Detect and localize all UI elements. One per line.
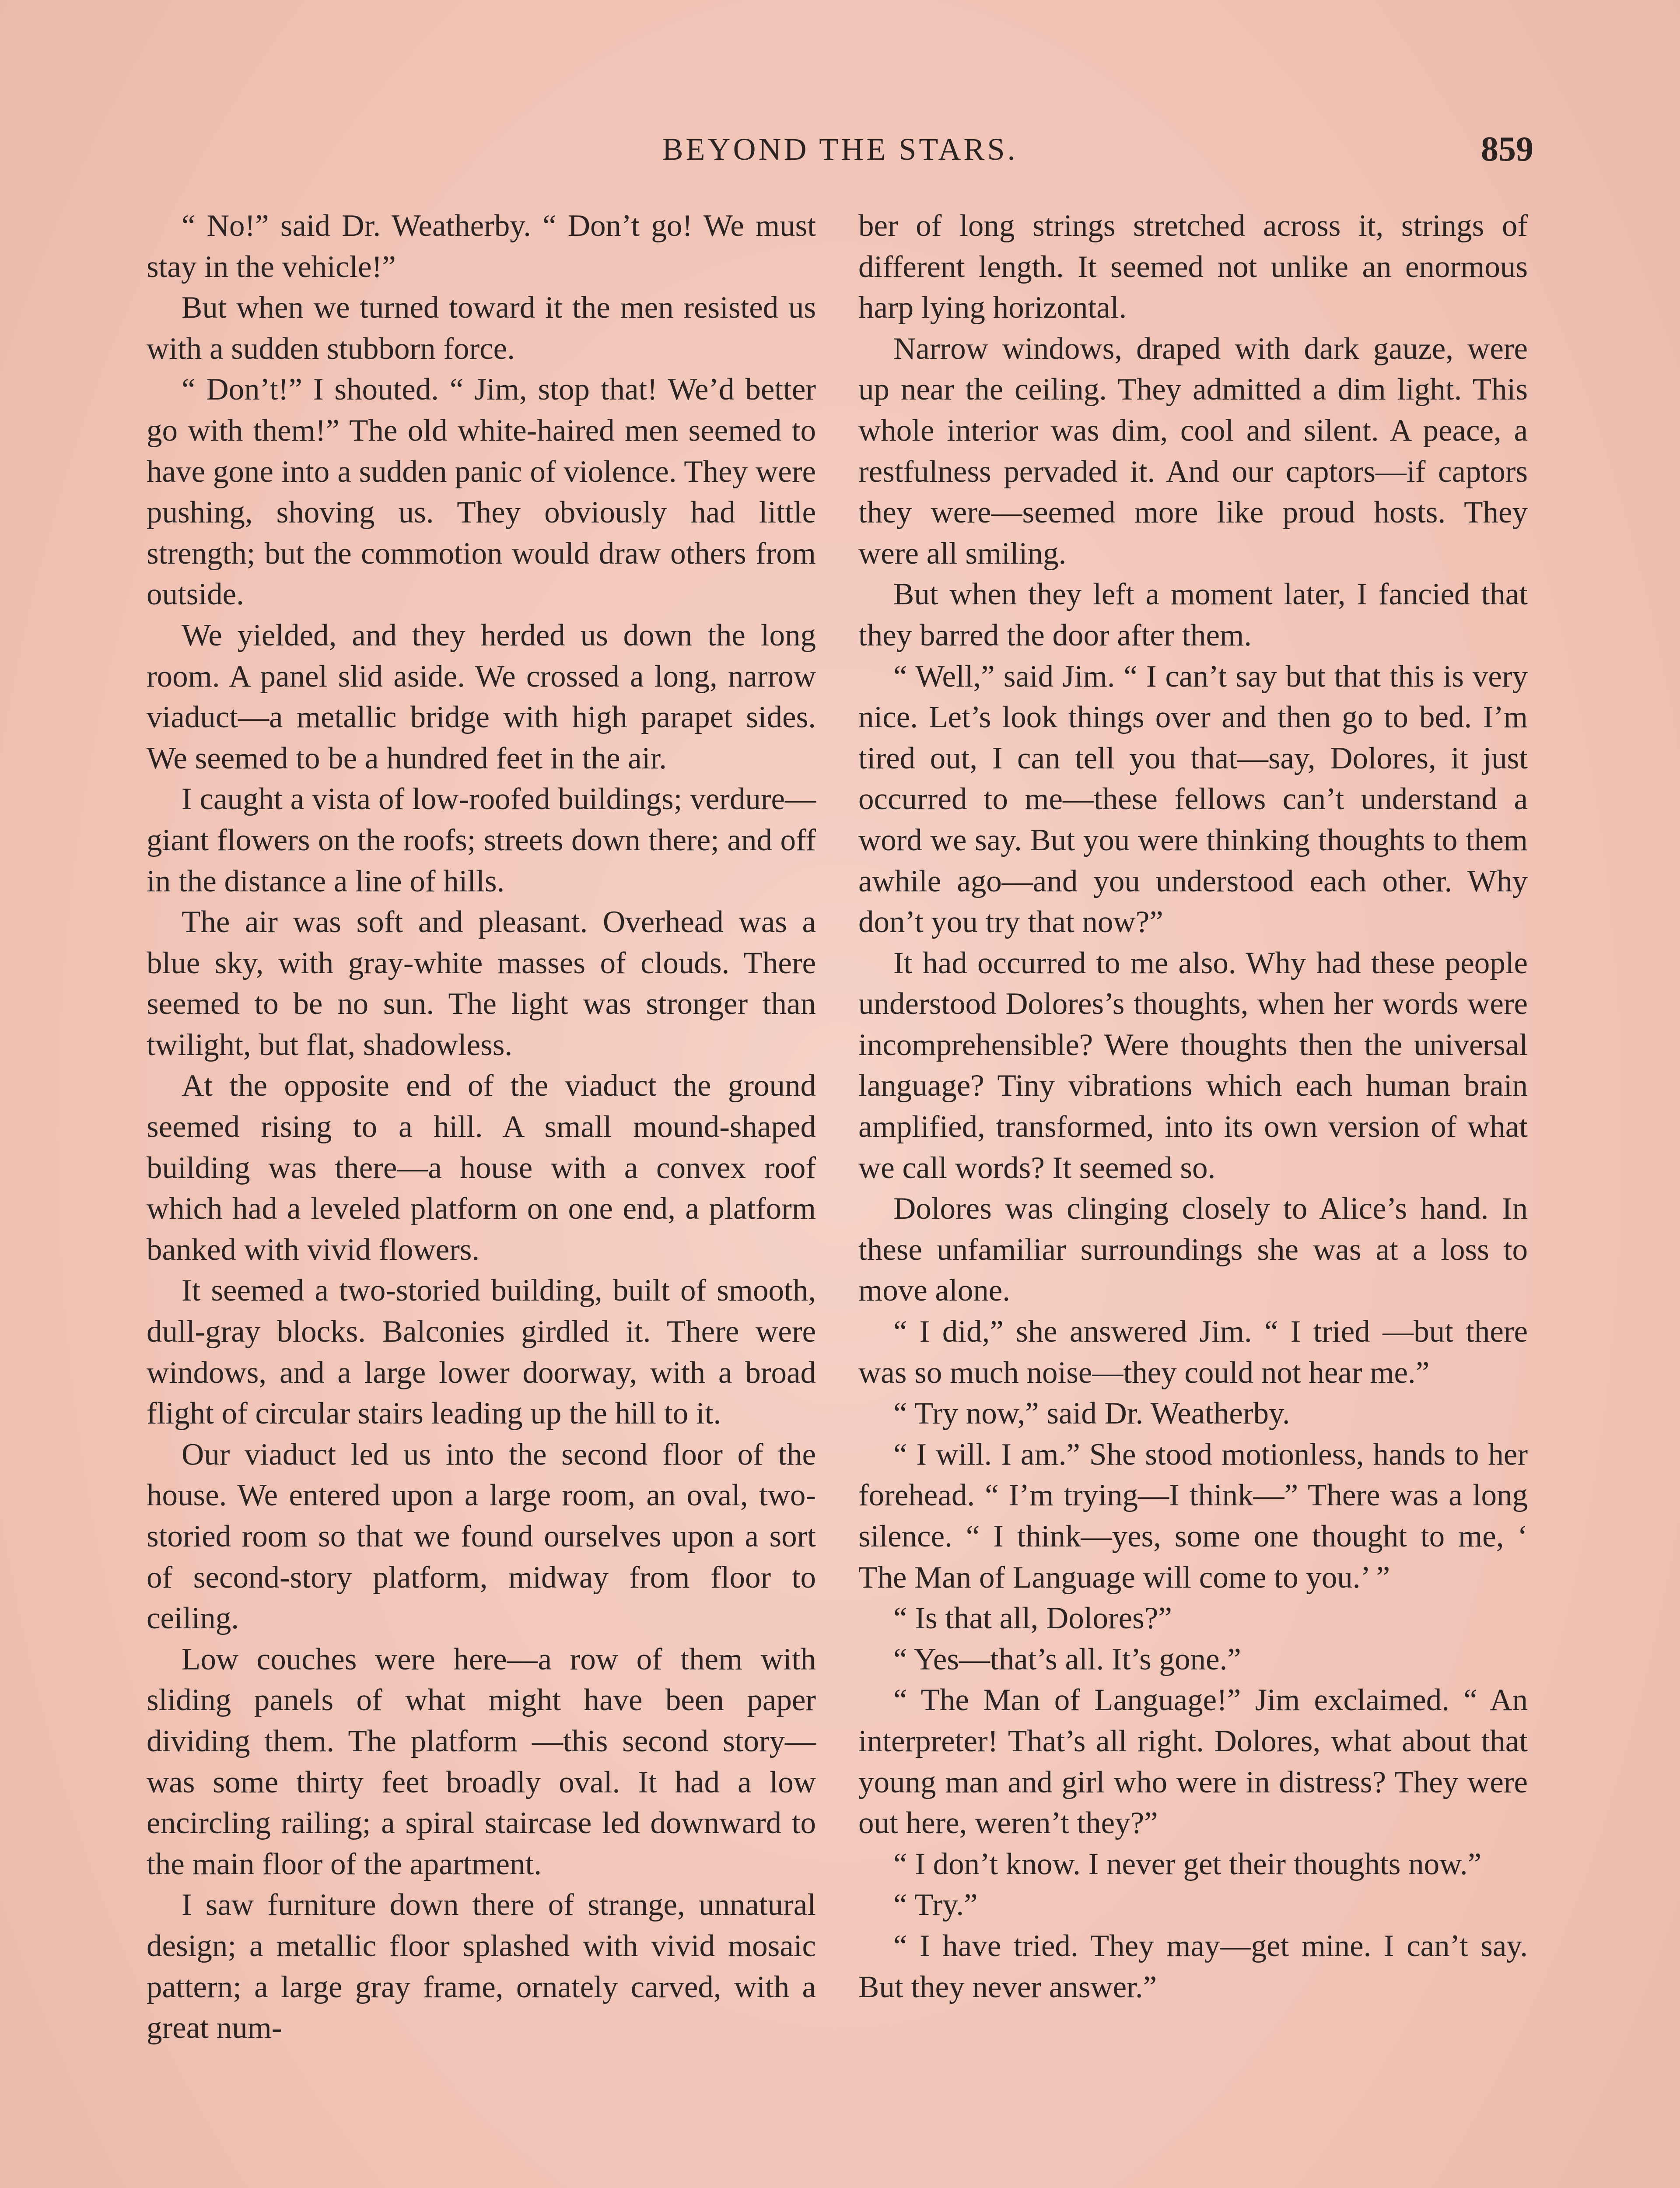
paragraph: “ Try.” <box>893 1888 978 1922</box>
paragraph: ber of long strings stretched across it, strings of different length. It seemed not unlike an enormous harp lying horizontal. <box>858 209 1528 325</box>
paragraph: “ I have tried. They may—get mine. I can’t say. But they never answer.” <box>858 1929 1528 2004</box>
paragraph: Low couches were here—a row of them with sliding panels of what might have been paper dividing them. The platform —this second story—was some thirty feet broadly oval. It had a low encircling railing; a spiral staircase led downward to the main floor of the apartment. <box>147 1642 816 1881</box>
paragraph: Our viaduct led us into the second floor of the house. We entered upon a large room, an oval, two-storied room so that we found ourselves upon a sort of second-story platform, midway from floor to ceiling. <box>147 1437 816 1636</box>
paragraph: At the opposite end of the viaduct the ground seemed rising to a hill. A small mound-shaped building was there—a house with a convex roof which had a leveled platform on one end, a platform banked with vivid flowers. <box>147 1069 816 1267</box>
paragraph: Narrow windows, draped with dark gauze, were up near the ceiling. They admitted a dim light. This whole interior was dim, cool and silent. A peace, a restfulness pervaded it. And our captors—if captors they were—seemed more like proud hosts. They were all smiling. <box>858 331 1528 571</box>
paragraph: “ I did,” she answered Jim. “ I tried —but there was so much noise—they could not hear me.” <box>858 1315 1528 1390</box>
running-title: BEYOND THE STARS. <box>662 132 1018 167</box>
paragraph: “ I will. I am.” She stood motionless, hands to her forehead. “ I’m trying—I think—” There was a long silence. “ I think—yes, some one thought to me, ‘ The Man of Language will come to you.’ ” <box>858 1437 1528 1595</box>
paragraph: “ I don’t know. I never get their thoughts now.” <box>893 1847 1482 1881</box>
page-header <box>147 131 1533 179</box>
paragraph: But when they left a moment later, I fancied that they barred the door after them. <box>858 577 1528 652</box>
paragraph: “ The Man of Language!” Jim exclaimed. “ An interpreter! That’s all right. Dolores, what about that young man and girl who were in distress? They were out here, weren’t they?” <box>858 1683 1528 1841</box>
paragraph: “ Yes—that’s all. It’s gone.” <box>893 1642 1241 1676</box>
paragraph: “ No!” said Dr. Weatherby. “ Don’t go! We must stay in the vehicle!” <box>147 209 816 284</box>
right-text-column <box>858 206 1528 2008</box>
paragraph: We yielded, and they herded us down the long room. A panel slid aside. We crossed a long, narrow viaduct—a metallic bridge with high parapet sides. We seemed to be a hundred feet in the air. <box>147 618 816 775</box>
paragraph: It seemed a two-storied building, built of smooth, dull-gray blocks. Balconies girdled it. There were windows, and a large lower doorway, with a broad flight of circular stairs leading up the hill to it. <box>147 1273 816 1431</box>
paragraph: “ Try now,” said Dr. Weatherby. <box>893 1396 1290 1431</box>
paragraph: I saw furniture down there of strange, unnatural design; a metallic floor splashed with vivid mosaic pattern; a large gray frame, ornately carved, with a great num- <box>147 1888 816 2045</box>
paragraph: “ Is that all, Dolores?” <box>893 1601 1172 1636</box>
paragraph: The air was soft and pleasant. Overhead was a blue sky, with gray-white masses of clouds. There seemed to be no sun. The light was stronger than twilight, but flat, shadowless. <box>147 905 816 1062</box>
page-number: 859 <box>1481 130 1533 168</box>
paragraph: I caught a vista of low-roofed buildings; verdure—giant flowers on the roofs; streets down there; and off in the distance a line of hills. <box>147 782 816 898</box>
left-text-column <box>147 206 816 2049</box>
paragraph: “ Don’t!” I shouted. “ Jim, stop that! We’d better go with them!” The old white-haired men seemed to have gone into a sudden panic of violence. They were pushing, shoving us. They obviously had little strength; but the commotion would draw others from outside. <box>147 372 816 612</box>
paragraph: “ Well,” said Jim. “ I can’t say but that this is very nice. Let’s look things over and then go to bed. I’m tired out, I can tell you that—say, Dolores, it just occurred to me—these fellows can’t understand a word we say. But you were thinking thoughts to them awhile ago—and you understood each other. Why don’t you try that now?” <box>858 659 1528 940</box>
paragraph: But when we turned toward it the men resisted us with a sudden stubborn force. <box>147 291 816 366</box>
paragraph: It had occurred to me also. Why had these people understood Dolores’s thoughts, when her words were incomprehensible? Were thoughts then the universal language? Tiny vibrations which each human brain amplified, transformed, into its own version of what we call words? It seemed so. <box>858 946 1528 1185</box>
paragraph: Dolores was clinging closely to Alice’s hand. In these unfamiliar surroundings she was at a loss to move alone. <box>858 1192 1528 1308</box>
